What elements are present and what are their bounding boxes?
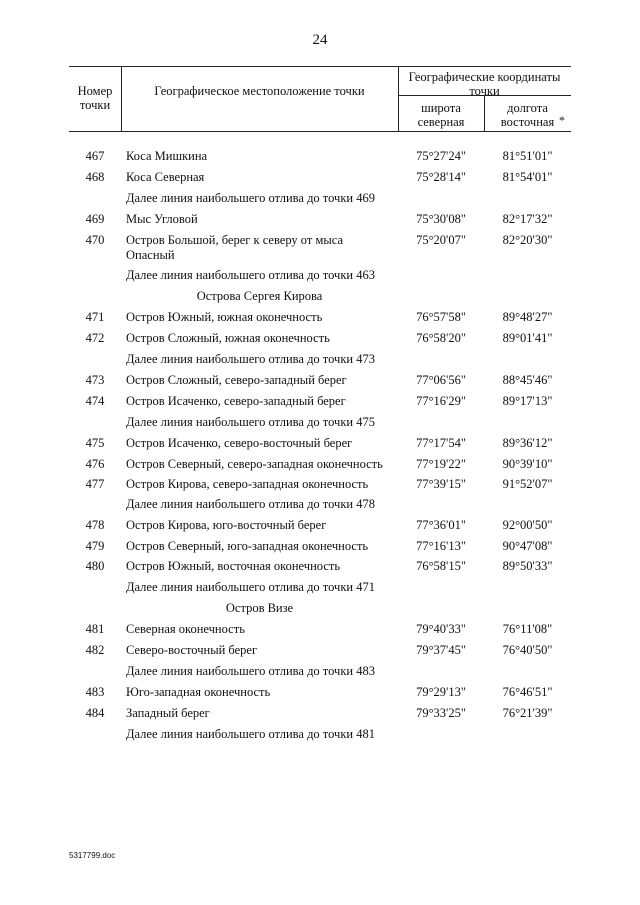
- table-row: [69, 149, 571, 170]
- point-number: 484: [85, 706, 105, 720]
- point-number: 479: [85, 539, 105, 553]
- point-location: Коса Мишкина: [126, 149, 208, 163]
- point-location: Коса Северная: [126, 170, 205, 184]
- point-number: 472: [85, 331, 105, 345]
- note-row: [69, 352, 571, 373]
- latitude-value: 76°57'58": [416, 310, 466, 324]
- point-location: Остров Южный, южная оконечность: [126, 310, 323, 324]
- point-location: Остров Северный, северо-западная оконечность: [126, 457, 383, 471]
- note-row: [69, 664, 571, 685]
- point-location: Остров Исаченко, северо-западный берег: [126, 394, 346, 408]
- table-row: [69, 310, 571, 331]
- longitude-value: 76°46'51": [502, 685, 553, 699]
- point-location: Остров Большой, берег к северу от мыса Опасный: [126, 233, 344, 262]
- point-number: 474: [85, 394, 105, 408]
- latitude-value: 75°30'08": [416, 212, 466, 226]
- point-location: Остров Кирова, юго-восточный берег: [126, 518, 327, 532]
- header-latitude: широта северная: [417, 101, 465, 129]
- header-asterisk: *: [559, 113, 565, 127]
- point-number: 481: [85, 622, 105, 636]
- table-row: [69, 685, 571, 706]
- table-row: [69, 457, 571, 477]
- table-row: [69, 394, 571, 415]
- point-number: 475: [85, 436, 105, 450]
- point-location: Остров Сложный, южная оконечность: [126, 331, 330, 345]
- longitude-value: 91°52'07": [502, 477, 553, 491]
- point-location: Остров Южный, восточная оконечность: [126, 559, 341, 573]
- table-row: [69, 706, 571, 727]
- latitude-value: 77°17'54": [416, 436, 466, 450]
- point-number: 467: [85, 149, 105, 163]
- latitude-value: 77°06'56": [416, 373, 466, 387]
- table-row: [69, 331, 571, 352]
- point-location: Остров Северный, юго-западная оконечность: [126, 539, 369, 553]
- point-number: 480: [85, 559, 105, 573]
- latitude-value: 76°58'20": [416, 331, 466, 345]
- longitude-value: 89°01'41": [502, 331, 553, 345]
- note-text: Далее линия наибольшего отлива до точки 463: [126, 268, 375, 282]
- table-body: [69, 149, 571, 748]
- latitude-value: 77°19'22": [416, 457, 466, 471]
- point-location: Остров Сложный, северо-западный берег: [126, 373, 347, 387]
- point-location: Мыс Угловой: [126, 212, 198, 226]
- header-point-number: Номер точки: [77, 84, 113, 112]
- point-location: Западный берег: [126, 706, 210, 720]
- note-row: [69, 268, 571, 289]
- note-text: Далее линия наибольшего отлива до точки 478: [126, 497, 375, 511]
- longitude-value: 90°47'08": [502, 539, 553, 553]
- point-location: Юго-западная оконечность: [126, 685, 271, 699]
- longitude-value: 90°39'10": [502, 457, 553, 471]
- point-location: Северная оконечность: [126, 622, 245, 636]
- longitude-value: 76°40'50": [502, 643, 553, 657]
- latitude-value: 77°36'01": [416, 518, 466, 532]
- document-filename: 5317799.doc: [69, 851, 116, 860]
- table-row: [69, 477, 571, 497]
- longitude-value: 76°21'39": [502, 706, 553, 720]
- longitude-value: 89°17'13": [502, 394, 553, 408]
- longitude-value: 89°48'27": [502, 310, 553, 324]
- note-text: Далее линия наибольшего отлива до точки 473: [126, 352, 375, 366]
- longitude-value: 81°54'01": [502, 170, 553, 184]
- table-header: [69, 66, 571, 132]
- note-text: Далее линия наибольшего отлива до точки 471: [126, 580, 375, 594]
- latitude-value: 77°16'29": [416, 394, 466, 408]
- latitude-value: 75°27'24": [416, 149, 466, 163]
- point-location: Северо-восточный берег: [126, 643, 258, 657]
- point-number: 470: [85, 233, 105, 247]
- page-number: 24: [312, 32, 328, 48]
- latitude-value: 75°20'07": [416, 233, 466, 247]
- longitude-value: 76°11'08": [502, 622, 553, 636]
- point-number: 469: [85, 212, 105, 226]
- latitude-value: 79°33'25": [416, 706, 466, 720]
- point-number: 478: [85, 518, 105, 532]
- table-row: [69, 643, 571, 664]
- note-row: [69, 191, 571, 212]
- table-row: [69, 233, 571, 268]
- latitude-value: 79°37'45": [416, 643, 466, 657]
- note-text: Далее линия наибольшего отлива до точки 481: [126, 727, 375, 741]
- note-row: [69, 727, 571, 748]
- section-title: Остров Визе: [225, 601, 294, 615]
- latitude-value: 75°28'14": [416, 170, 466, 184]
- longitude-value: 89°36'12": [502, 436, 553, 450]
- longitude-value: 81°51'01": [502, 149, 553, 163]
- table-row: [69, 622, 571, 643]
- longitude-value: 88°45'46": [502, 373, 553, 387]
- point-number: 471: [85, 310, 105, 324]
- point-number: 468: [85, 170, 105, 184]
- table-row: [69, 518, 571, 539]
- header-coordinates: Географические координаты точки: [408, 70, 561, 98]
- header-longitude: долгота восточная: [500, 101, 555, 129]
- latitude-value: 77°39'15": [416, 477, 466, 491]
- point-number: 473: [85, 373, 105, 387]
- table-row: [69, 539, 571, 559]
- header-location: Географическое местоположение точки: [154, 84, 365, 98]
- note-row: [69, 580, 571, 601]
- note-text: Далее линия наибольшего отлива до точки 469: [126, 191, 375, 205]
- table-row: [69, 212, 571, 233]
- note-row: [69, 415, 571, 436]
- note-text: Далее линия наибольшего отлива до точки 475: [126, 415, 375, 429]
- point-location: Остров Кирова, северо-западная оконечность: [126, 477, 369, 491]
- table-row: [69, 373, 571, 394]
- point-number: 482: [85, 643, 105, 657]
- longitude-value: 89°50'33": [502, 559, 553, 573]
- longitude-value: 82°17'32": [502, 212, 553, 226]
- note-row: [69, 497, 571, 518]
- point-location: Остров Исаченко, северо-восточный берег: [126, 436, 353, 450]
- point-number: 477: [85, 477, 105, 491]
- table-row: [69, 436, 571, 457]
- coordinates-table: [69, 66, 571, 748]
- latitude-value: 76°58'15": [416, 559, 466, 573]
- point-number: 476: [85, 457, 105, 471]
- longitude-value: 82°20'30": [502, 233, 553, 247]
- section-heading: [69, 289, 571, 310]
- note-text: Далее линия наибольшего отлива до точки 483: [126, 664, 375, 678]
- table-row: [69, 170, 571, 191]
- latitude-value: 79°40'33": [416, 622, 466, 636]
- section-title: Острова Сергея Кирова: [196, 289, 323, 303]
- point-number: 483: [85, 685, 105, 699]
- table-row: [69, 559, 571, 580]
- latitude-value: 77°16'13": [416, 539, 466, 553]
- section-heading: [69, 601, 571, 622]
- longitude-value: 92°00'50": [502, 518, 553, 532]
- latitude-value: 79°29'13": [416, 685, 466, 699]
